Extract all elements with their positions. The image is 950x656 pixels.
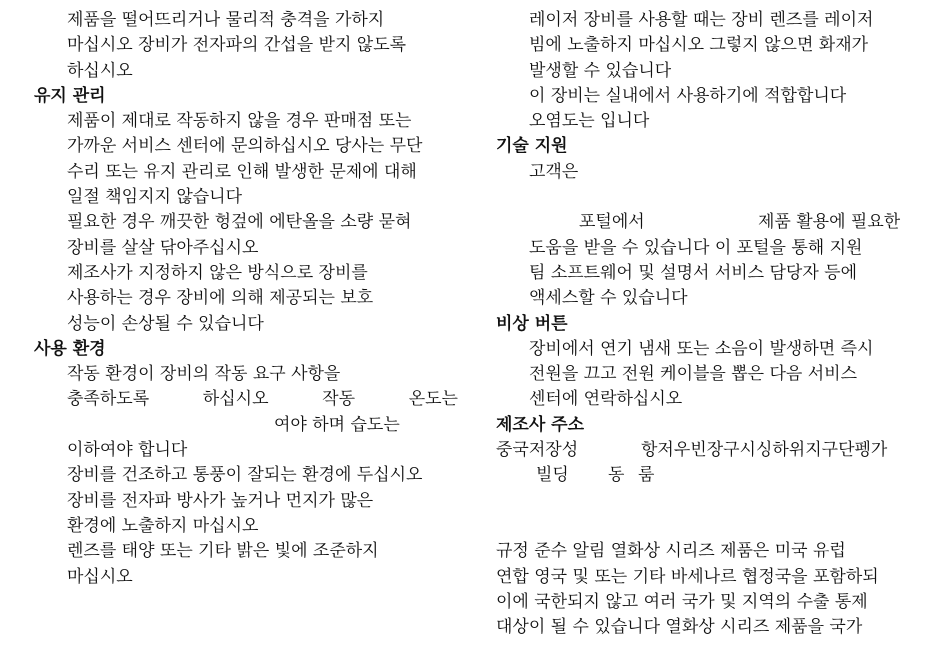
blank-line bbox=[496, 185, 920, 210]
laser-line: 이 장비는 실내에서 사용하기에 적합합니다 bbox=[529, 85, 847, 106]
environment-line bbox=[34, 387, 458, 412]
environment-text: 온도는 bbox=[408, 389, 458, 410]
left-column bbox=[34, 8, 458, 590]
environment-heading: 사용 환경 bbox=[34, 338, 106, 359]
support-line: 도움을 받을 수 있습니다 이 포털을 통해 지원 bbox=[529, 237, 863, 258]
maintenance-heading: 유지 관리 bbox=[34, 85, 106, 106]
environment-line: 환경에 노출하지 마십시오 bbox=[67, 515, 259, 536]
emergency-line: 센터에 연락하십시오 bbox=[529, 389, 683, 410]
maintenance-line: 제조사가 지정하지 않은 방식으로 장비를 bbox=[67, 262, 368, 283]
environment-line: 이하여야 합니다 bbox=[67, 440, 188, 461]
maintenance-line: 수리 또는 유지 관리로 인해 발생한 문제에 대해 bbox=[67, 161, 417, 182]
address-line bbox=[496, 463, 920, 488]
address-text: 동 bbox=[608, 465, 625, 486]
laser-line: 레이저 장비를 사용할 때는 장비 렌즈를 레이저 bbox=[529, 10, 874, 30]
support-text: 포털에서 bbox=[579, 212, 645, 233]
environment-line: 장비를 건조하고 통풍이 잘되는 환경에 두십시오 bbox=[67, 465, 423, 486]
laser-line: 오염도는 입니다 bbox=[529, 111, 650, 132]
support-line: 고객은 bbox=[529, 161, 579, 182]
support-line: 액세스할 수 있습니다 bbox=[529, 288, 688, 309]
address-text: 항저우빈장구시싱하위지구단펭가 bbox=[641, 440, 888, 461]
intro-line: 마십시오 장비가 전자파의 간섭을 받지 않도록 bbox=[67, 35, 407, 56]
emergency-line: 전원을 끄고 전원 케이블을 뽑은 다음 서비스 bbox=[529, 364, 858, 385]
environment-line: 렌즈를 태양 또는 기타 밝은 빛에 조준하지 bbox=[67, 541, 379, 562]
compliance-line: 대상이 될 수 있습니다 열화상 시리즈 제품을 국가 bbox=[496, 617, 863, 638]
support-line: 팀 소프트웨어 및 설명서 서비스 담당자 등에 bbox=[529, 262, 858, 283]
blank-line bbox=[496, 489, 920, 514]
support-heading: 기술 지원 bbox=[496, 136, 568, 157]
environment-line: 작동 환경이 장비의 작동 요구 사항을 bbox=[67, 364, 341, 385]
address-line bbox=[496, 438, 920, 463]
support-text: 제품 활용에 필요한 bbox=[758, 212, 901, 233]
support-line bbox=[496, 210, 920, 235]
emergency-heading: 비상 버튼 bbox=[496, 313, 568, 334]
address-text: 룸 bbox=[638, 465, 655, 486]
maintenance-line: 사용하는 경우 장비에 의해 제공되는 보호 bbox=[67, 288, 374, 309]
compliance-line: 이에 국한되지 않고 여러 국가 및 지역의 수출 통제 bbox=[496, 591, 868, 612]
address-text: 빌딩 bbox=[536, 465, 569, 486]
environment-line: 여야 하며 습도는 bbox=[274, 414, 400, 435]
laser-line: 빔에 노출하지 마십시오 그렇지 않으면 화재가 bbox=[529, 35, 869, 56]
address-heading: 제조사 주소 bbox=[496, 414, 585, 435]
environment-text: 하십시오 bbox=[202, 389, 269, 410]
environment-line: 장비를 전자파 방사가 높거나 먼지가 많은 bbox=[67, 490, 374, 511]
intro-line: 제품을 떨어뜨리거나 물리적 충격을 가하지 bbox=[67, 10, 385, 30]
environment-line: 마십시오 bbox=[67, 566, 133, 587]
maintenance-line: 장비를 살살 닦아주십시오 bbox=[67, 237, 259, 258]
maintenance-line: 성능이 손상될 수 있습니다 bbox=[67, 313, 264, 334]
intro-line: 하십시오 bbox=[67, 60, 133, 81]
maintenance-line: 가까운 서비스 센터에 문의하십시오 당사는 무단 bbox=[67, 136, 423, 157]
maintenance-line: 일절 책임지지 않습니다 bbox=[67, 187, 243, 208]
compliance-line: 연합 영국 및 또는 기타 바세나르 협정국을 포함하되 bbox=[496, 566, 879, 587]
address-text: 중국저장성 bbox=[496, 440, 579, 461]
environment-text: 작동 bbox=[322, 389, 356, 410]
environment-text: 충족하도록 bbox=[67, 389, 150, 410]
maintenance-line: 제품이 제대로 작동하지 않을 경우 판매점 또는 bbox=[67, 111, 412, 132]
right-column bbox=[496, 8, 920, 640]
maintenance-line: 필요한 경우 깨끗한 헝겊에 에탄올을 소량 묻혀 bbox=[67, 212, 412, 233]
emergency-line: 장비에서 연기 냄새 또는 소음이 발생하면 즉시 bbox=[529, 338, 874, 359]
laser-line: 발생할 수 있습니다 bbox=[529, 60, 672, 81]
compliance-line: 규정 준수 알림 열화상 시리즈 제품은 미국 유럽 bbox=[496, 541, 846, 562]
blank-line bbox=[496, 514, 920, 539]
